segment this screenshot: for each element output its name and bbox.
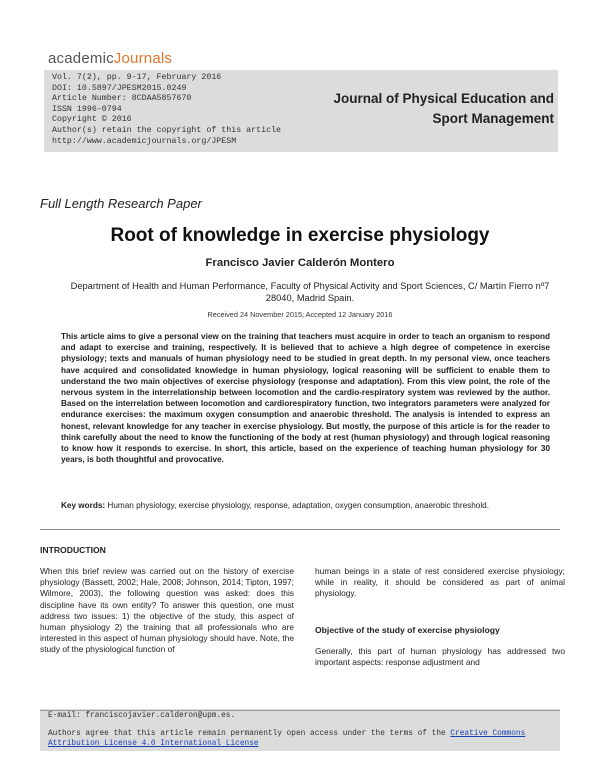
footer-box: [40, 709, 560, 751]
meta-url[interactable]: http://www.academicjournals.org/JPESM: [52, 136, 237, 146]
keywords-label: Key words:: [61, 501, 106, 510]
keywords-list: Human physiology, exercise physiology, response, adaptation, oxygen consumption, anaerobic threshold.: [107, 501, 489, 510]
right-column-text-1: human beings in a state of rest considered exercise physiology; while in reality, it should be considered as part of animal physiology.: [315, 566, 565, 599]
author-affiliation: Department of Health and Human Performance, Faculty of Physical Activity and Sport Sciences, C/ Martín Fierro nº7 28040, Madrid Spain.: [70, 281, 550, 303]
journal-header-box: [44, 70, 558, 152]
footer-divider: [40, 710, 560, 711]
article-title: Root of knowledge in exercise physiology: [110, 225, 490, 246]
license-statement: [48, 729, 553, 749]
meta-volume: Vol. 7(2), pp. 9-17, February 2016: [52, 73, 222, 82]
keywords-divider: [40, 529, 560, 530]
publisher-logo: [48, 50, 172, 67]
author-name: Francisco Javier Calderón Montero: [205, 257, 395, 269]
corresponding-email[interactable]: E-mail: franciscojavier.calderon@upm.es.: [48, 712, 236, 720]
meta-issn: ISSN 1996-0794: [52, 104, 122, 114]
publisher-logo-part2: Journals: [113, 50, 173, 67]
keywords: [61, 500, 550, 511]
meta-doi: DOI: 10.5897/JPESM2015.0249: [52, 83, 187, 93]
introduction-heading: INTRODUCTION: [40, 545, 106, 555]
article-meta: [52, 73, 281, 147]
publisher-logo-part1: academic: [48, 50, 114, 67]
received-accepted-dates: Received 24 November 2015; Accepted 12 January 2016: [207, 310, 393, 319]
article-type: Full Length Research Paper: [40, 196, 202, 211]
introduction-text: When this brief review was carried out on the history of exercise physiology (Bassett, 2002; Hale, 2008; Johnson, 2014; Tipton, 1997; Wilmore, 2003), the following question was asked: does this discipline have its own entity? To answer this question, one must address two issues: 1) the objective of the study, this aspect of human physiology 2) the training that all professionals who are interested in this aspect of human physiology should have. Note, the study of the physiological function of: [40, 566, 294, 655]
objective-heading: Objective of the study of exercise physiology: [315, 625, 500, 635]
meta-copyright: Copyright © 2016: [52, 115, 132, 125]
right-column-text-2: Generally, this part of human physiology has addressed two important aspects: response adjustment and: [315, 646, 565, 668]
license-link[interactable]: Creative Commons Attribution License 4.0 International License: [48, 730, 526, 749]
meta-article-number: Article Number: 8CDAA5857670: [52, 94, 192, 104]
meta-rights: Author(s) retain the copyright of this article: [52, 125, 282, 135]
license-text: Authors agree that this article remain permanently open access under the terms of the: [48, 730, 451, 738]
abstract: This article aims to give a personal view on the training that teachers must acquire in order to teach an organism to respond and adapt to exercise and training, respectively. It is believed that to achieve a high degree of competence in exercise physiology; texts and manuals of human physiology need to be studied in great depth. In my personal view, once teachers have acquired and consolidated knowledge in human physiology, logical reasoning will be sufficient to enable them to understand the two main objectives of exercise physiology (response and adaptation). From this view point, the role of the nervous system in the interrelationship between locomotion and the cardio-respiratory system was reviewed by the author. Based on the interrelation between locomotion and cardiorespiratory function, two integrators parameters were analyzed for endurance exercises: the maximum oxygen consumption and anaerobic threshold. The analysis is intended to express an honest, relevant knowledge for any teacher in exercise physiology. But mostly, the purpose of this article is for the reader to think carefully about the need to know the functioning of the body at rest (human physiology) and through logical reasoning to know how it responds to exercise. In short, this article, based on the experience of teaching human physiology for 30 years, is both thoughtful and provocative.: [61, 332, 550, 465]
journal-title: Journal of Physical Education and Sport Management: [333, 91, 554, 126]
